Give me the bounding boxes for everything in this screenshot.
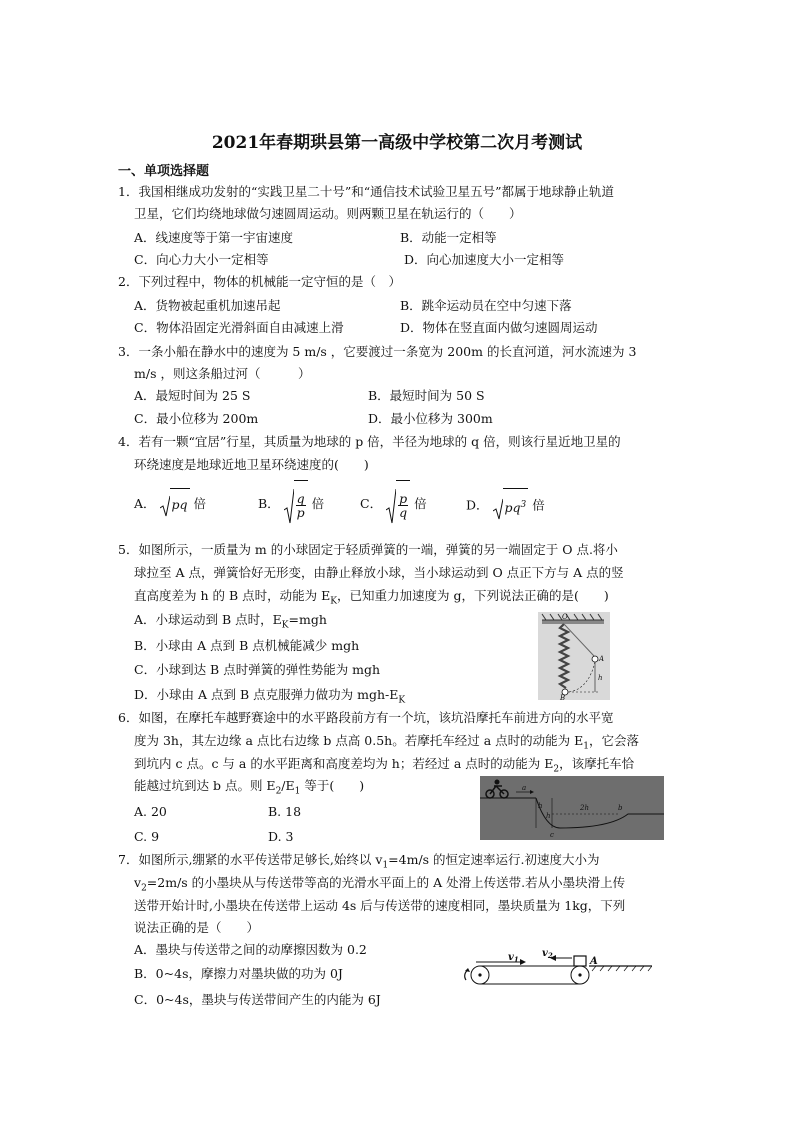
- q5-option-d: D．小球由 A 点到 B 点克服弹力做功为 mgh-$E_K$: [134, 687, 406, 706]
- fig-label-O: O: [562, 613, 568, 621]
- q2-option-c: C．物体沿固定光滑斜面自由减速上滑: [134, 320, 344, 335]
- q4-option-b: [258, 480, 324, 529]
- fig-label-a: a: [522, 784, 527, 792]
- q2-option-d: D．物体在竖直面内做匀速圆周运动: [400, 320, 598, 335]
- spring-pendulum-figure: [538, 612, 610, 700]
- q4-option-d: [466, 488, 545, 524]
- q2-option-a: A．货物被起重机加速吊起: [134, 298, 281, 313]
- fig-label-c: c: [550, 831, 554, 839]
- q3-option-c: C．最小位移为 200m: [134, 411, 259, 426]
- q4-option-c-unit: 倍: [414, 496, 427, 511]
- q4-option-a: [134, 488, 206, 521]
- q7-stem-line1: 7．如图所示,绷紧的水平传送带足够长,始终以 $v_1=4m/s$ 的恒定速率运行.初速度大小为: [118, 852, 600, 871]
- q4-option-b-numerator: q: [296, 491, 305, 506]
- q7-option-b: B．0~4s，摩擦力对墨块做的功为 0J: [134, 966, 343, 981]
- fig-label-h: h: [598, 674, 603, 682]
- q7-stem-line2: $v_2=2m/s$ 的小墨块从与传送带等高的光滑水平面上的 A 处滑上传送带.若从小墨块滑上传: [134, 875, 626, 894]
- q4-option-b-label: B．: [258, 496, 280, 511]
- q3-option-a: A．最短时间为 25 S: [134, 388, 251, 403]
- q1-stem-line2: 卫星，它们均绕地球做匀速圆周运动。则两颗卫星在轨运行的（ ）: [134, 206, 522, 221]
- fig-label-A: A: [599, 655, 605, 663]
- q4-stem-line1: 4．若有一颗“宜居”行星，其质量为地球的 p 倍，半径为地球的 q 倍，则该行星近地卫星的: [118, 434, 621, 449]
- q6-option-b: B. 18: [268, 804, 302, 819]
- q4-option-d-expr: pq: [504, 500, 521, 516]
- q7-option-c: C．0~4s，墨块与传送带间产生的内能为 6J: [134, 992, 381, 1007]
- q3-stem-line1: 3．一条小船在静水中的速度为 5 m/s ，它要渡过一条宽为 200m 的长直河道，河水流速为 3: [118, 344, 637, 359]
- q4-option-c: [360, 480, 427, 529]
- q7-stem-line3: 送带开始计时,小墨块在传送带上运动 4s 后与传送带的速度相同，墨块质量为 1kg，下列: [134, 898, 626, 913]
- q4-option-a-label: A．: [134, 496, 156, 511]
- q4-option-c-label: C．: [360, 496, 383, 511]
- q1-option-b: B．动能一定相等: [400, 230, 497, 245]
- q6-option-c: C. 9: [134, 829, 160, 844]
- conveyor-belt-figure: [456, 950, 652, 992]
- q5-option-a: A．小球运动到 B 点时，$E_K=mgh$: [134, 612, 327, 631]
- q4-option-b-denominator: p: [296, 505, 305, 520]
- fig-label-h2: h: [546, 812, 551, 820]
- q5-option-c: C．小球到达 B 点时弹簧的弹性势能为 mgh: [134, 662, 381, 677]
- q2-option-b: B．跳伞运动员在空中匀速下落: [400, 298, 572, 313]
- sqrt-symbol: [284, 480, 308, 529]
- q4-option-b-unit: 倍: [311, 496, 325, 511]
- q3-option-b: B．最短时间为 50 S: [368, 388, 485, 403]
- exam-title: 2021年春期珙县第一高级中学校第二次月考测试: [211, 133, 583, 153]
- q5-stem-line1: 5．如图所示，一质量为 m 的小球固定于轻质弹簧的一端，弹簧的另一端固定于 O 点.将小: [118, 542, 618, 557]
- q7-option-a: A．墨块与传送带之间的动摩擦因数为 0.2: [134, 942, 367, 957]
- q6-stem-line3: 到坑内 c 点。c 与 a 的水平距离和高度差均为 h；若经过 a 点时的动能为 $E_2$，该摩托车恰: [134, 756, 635, 775]
- q1-option-c: C．向心力大小一定相等: [134, 252, 269, 267]
- q5-stem-line3: 直高度差为 h 的 B 点时，动能为 $E_K$，已知重力加速度为 g，下列说法正确的是( ): [134, 588, 609, 607]
- q4-option-c-numerator: p: [399, 491, 408, 506]
- q4-option-c-denominator: q: [399, 505, 408, 520]
- q4-option-d-label: D．: [466, 497, 489, 513]
- fig-label-v2: $v_2$: [542, 950, 553, 960]
- q6-stem-line1: 6．如图，在摩托车越野赛途中的水平路段前方有一个坑，该坑沿摩托车前进方向的水平宽: [118, 710, 614, 725]
- q1-stem-line1: 1．我国相继成功发射的“实践卫星二十号”和“通信技术试验卫星五号”都属于地球静止轨道: [118, 184, 615, 199]
- q4-option-d-exponent: 3: [520, 500, 527, 510]
- fig-label-b: b: [618, 804, 623, 812]
- fig-label-B: B: [560, 694, 566, 700]
- q5-stem-line2: 球拉至 A 点，弹簧恰好无形变，由静止释放小球，当小球运动到 O 点正下方与 A 点的竖: [134, 565, 624, 580]
- q6-stem-line4: 能越过坑到达 b 点。则 $E_2/E_1$ 等于( ): [134, 778, 365, 797]
- q1-option-a: A．线速度等于第一宇宙速度: [134, 230, 294, 245]
- q3-stem-line2: m/s ，则这条船过河（ ）: [134, 366, 311, 381]
- q4-option-d-unit: 倍: [532, 497, 545, 513]
- q4-option-a-expr: pq: [170, 488, 190, 521]
- fig-label-h1: h: [538, 802, 543, 810]
- q5-option-b: B．小球由 A 点到 B 点机械能减少 mgh: [134, 638, 360, 653]
- fig-label-A: A: [590, 956, 598, 967]
- q2-stem: 2．下列过程中，物体的机械能一定守恒的是（ ）: [118, 274, 401, 289]
- sqrt-symbol: [493, 488, 529, 524]
- sqrt-symbol: [386, 480, 410, 529]
- q4-stem-line2: 环绕速度是地球近地卫星环绕速度的( ): [134, 457, 369, 472]
- q1-option-d: D．向心加速度大小一定相等: [404, 252, 565, 267]
- q6-stem-line2: 度为 3h，其左边缘 a 点比右边缘 b 点高 0.5h。若摩托车经过 a 点时的动能为 $E_1$，它会落: [134, 733, 639, 752]
- motorcycle-pit-figure: [480, 776, 664, 840]
- ink-block: [574, 956, 586, 966]
- sqrt-symbol: [160, 488, 190, 521]
- q4-option-a-unit: 倍: [193, 496, 207, 511]
- q7-stem-line4: 说法正确的是（ ）: [134, 920, 260, 935]
- fig-label-v1: $v_1$: [508, 952, 519, 964]
- section-heading: 一、单项选择题: [118, 164, 210, 179]
- q6-option-d: D. 3: [268, 829, 294, 844]
- q6-option-a: A. 20: [134, 804, 167, 819]
- q3-option-d: D．最小位移为 300m: [368, 411, 493, 426]
- fig-label-2h: 2h: [580, 804, 589, 812]
